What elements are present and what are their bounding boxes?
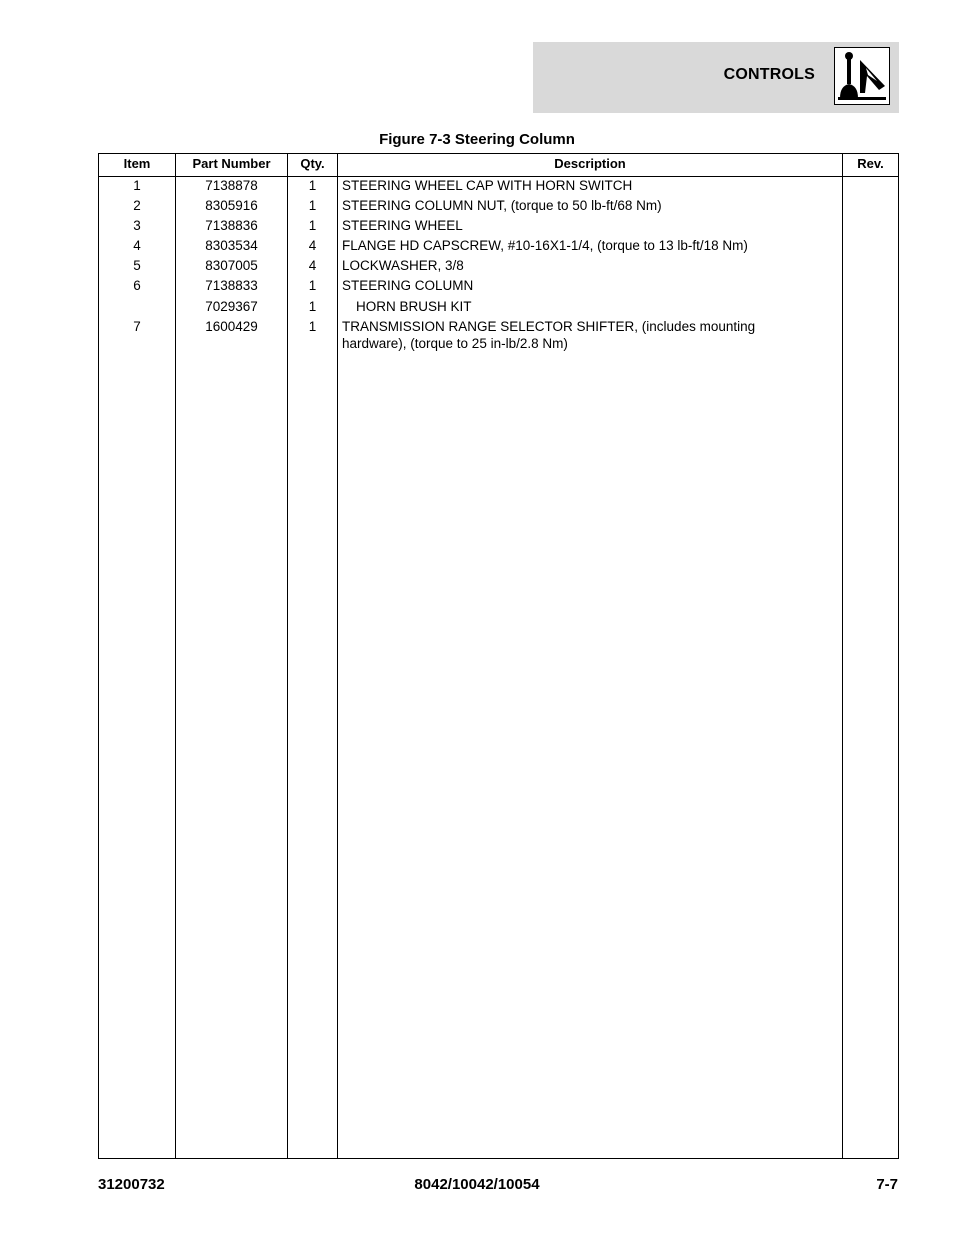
- part-number: 8303534: [205, 238, 258, 253]
- column-divider: [337, 154, 338, 1158]
- item-number: 4: [133, 238, 141, 253]
- quantity: 1: [308, 218, 317, 233]
- description: [342, 257, 842, 274]
- figure-title: Figure 7-3 Steering Column: [379, 131, 575, 148]
- description: [342, 237, 842, 254]
- description-line: HORN BRUSH KIT: [356, 299, 472, 314]
- part-number: 8307005: [205, 258, 258, 273]
- column-header-item: Item: [123, 156, 151, 171]
- column-divider: [842, 154, 843, 1158]
- section-header: [533, 42, 899, 113]
- quantity: 1: [308, 178, 317, 193]
- quantity: 1: [308, 198, 317, 213]
- description: [342, 197, 842, 214]
- part-number: 7029367: [205, 299, 258, 314]
- footer-document-number: 31200732: [98, 1176, 165, 1193]
- description: [342, 318, 842, 352]
- description-line: STEERING WHEEL CAP WITH HORN SWITCH: [342, 178, 633, 193]
- item-number: 1: [133, 178, 141, 193]
- item-number: 3: [133, 218, 141, 233]
- column-header-qty: Qty.: [300, 156, 325, 171]
- item-number: 6: [133, 278, 141, 293]
- description: [342, 277, 842, 294]
- quantity: 4: [308, 258, 317, 273]
- description-line: LOCKWASHER, 3/8: [342, 258, 464, 273]
- description-line: STEERING COLUMN: [342, 278, 474, 293]
- parts-table: [98, 153, 899, 1159]
- description: [342, 298, 842, 315]
- part-number: 7138836: [205, 218, 258, 233]
- description-line: STEERING WHEEL: [342, 218, 463, 233]
- description-line: FLANGE HD CAPSCREW, #10-16X1-1/4, (torque to 13 lb-ft/18 Nm): [342, 238, 748, 253]
- quantity: 1: [308, 319, 317, 334]
- controls-joystick-icon: [834, 47, 890, 105]
- description: [342, 217, 842, 234]
- quantity: 4: [308, 238, 317, 253]
- part-number: 7138878: [205, 178, 258, 193]
- item-number: 7: [133, 319, 141, 334]
- column-header-description: Description: [554, 156, 626, 171]
- item-number: 2: [133, 198, 141, 213]
- part-number: 7138833: [205, 278, 258, 293]
- part-number: 1600429: [205, 319, 258, 334]
- quantity: 1: [308, 299, 317, 314]
- description-line: hardware), (torque to 25 in-lb/2.8 Nm): [342, 336, 568, 351]
- description: [342, 177, 842, 194]
- footer-page-number: 7-7: [876, 1176, 898, 1193]
- column-header-rev: Rev.: [857, 156, 884, 171]
- column-header-part-number: Part Number: [192, 156, 271, 171]
- footer-model-numbers: 8042/10042/10054: [414, 1176, 540, 1193]
- description-line: TRANSMISSION RANGE SELECTOR SHIFTER, (includes mounting: [342, 319, 756, 334]
- section-title: CONTROLS: [723, 66, 815, 83]
- item-number: 5: [133, 258, 141, 273]
- quantity: 1: [308, 278, 317, 293]
- part-number: 8305916: [205, 198, 258, 213]
- description-line: STEERING COLUMN NUT, (torque to 50 lb-ft/68 Nm): [342, 198, 662, 213]
